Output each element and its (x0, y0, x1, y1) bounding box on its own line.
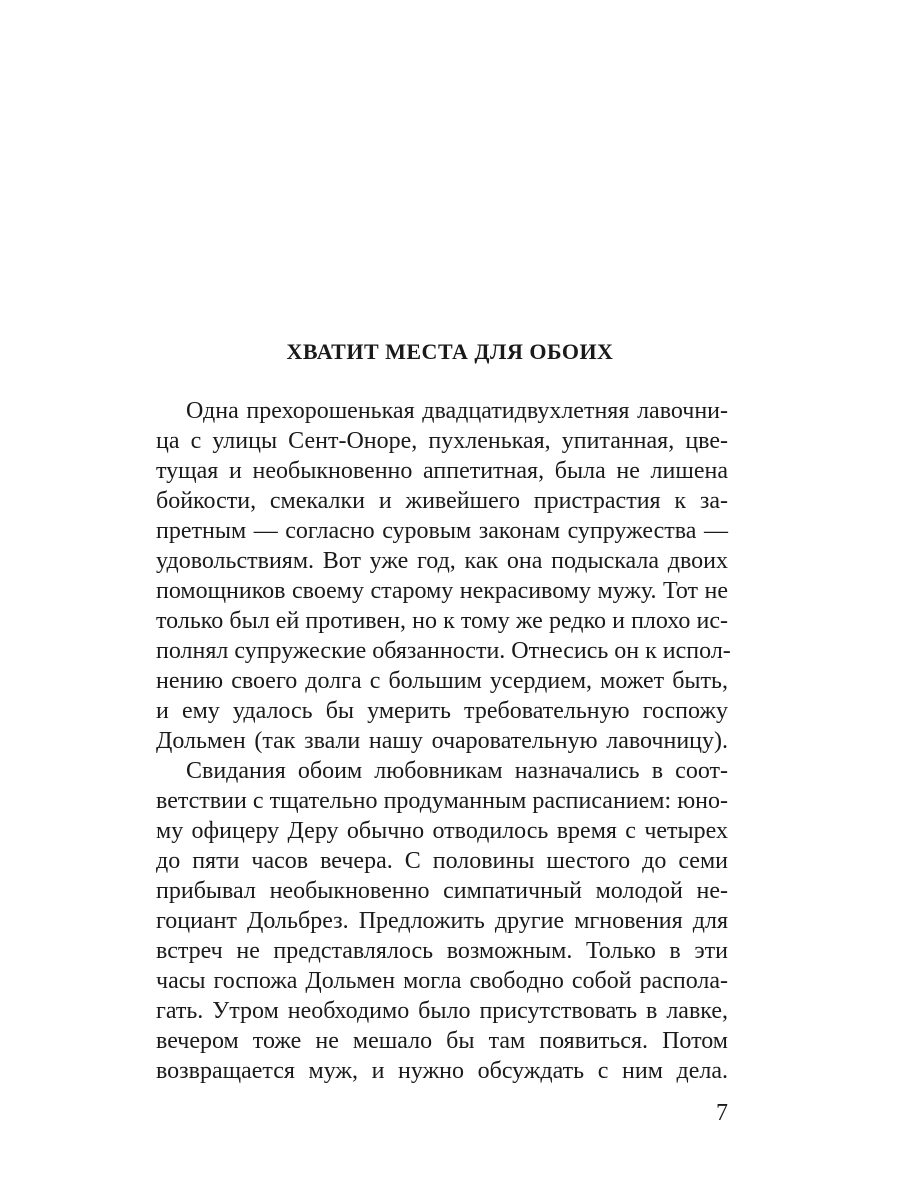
text-line: только был ей противен, но к тому же редко и плохо ис- (156, 608, 728, 634)
page-number: 7 (716, 1100, 728, 1126)
text-line: претным — согласно суровым законам супружества — (156, 518, 728, 544)
text-line: бойкости, смекалки и живейшего пристрастия к за- (156, 488, 728, 514)
text-line: гать. Утром необходимо было присутствовать в лавке, (156, 998, 728, 1024)
text-line: ца с улицы Сент-Оноре, пухленькая, упитанная, цве- (156, 428, 728, 454)
text-line: возвращается муж, и нужно обсуждать с ним дела. (156, 1058, 728, 1084)
text-line: тущая и необыкновенно аппетитная, была не лишена (156, 458, 728, 484)
text-line: прибывал необыкновенно симпатичный молодой не- (156, 878, 728, 904)
text-line: встреч не представлялось возможным. Только в эти (156, 938, 728, 964)
text-line: до пяти часов вечера. С половины шестого до семи (156, 848, 728, 874)
text-line: Одна прехорошенькая двадцатидвухлетняя лавочни- (186, 398, 728, 424)
text-line: и ему удалось бы умерить требовательную госпожу (156, 698, 728, 724)
text-line: полнял супружеские обязанности. Отнесись он к испол- (156, 638, 731, 664)
text-line: часы госпожа Дольмен могла свободно собой распола- (156, 968, 728, 994)
text-line: ветствии с тщательно продуманным расписанием: юно- (156, 788, 728, 814)
text-line: му офицеру Деру обычно отводилось время с четырех (156, 818, 728, 844)
text-line: вечером тоже не мешало бы там появиться. Потом (156, 1028, 728, 1054)
text-line: Дольмен (так звали нашу очаровательную лавочницу). (156, 728, 728, 754)
text-line: нению своего долга с большим усердием, может быть, (156, 668, 728, 694)
body-text (156, 396, 731, 1086)
text-line: помощников своему старому некрасивому мужу. Тот не (156, 578, 728, 604)
text-line: удовольствиям. Вот уже год, как она подыскала двоих (156, 548, 728, 574)
text-line: гоциант Дольбрез. Предложить другие мгновения для (156, 908, 728, 934)
text-line: Свидания обоим любовникам назначались в соот- (186, 758, 728, 784)
chapter-title: ХВАТИТ МЕСТА ДЛЯ ОБОИХ (286, 339, 614, 364)
